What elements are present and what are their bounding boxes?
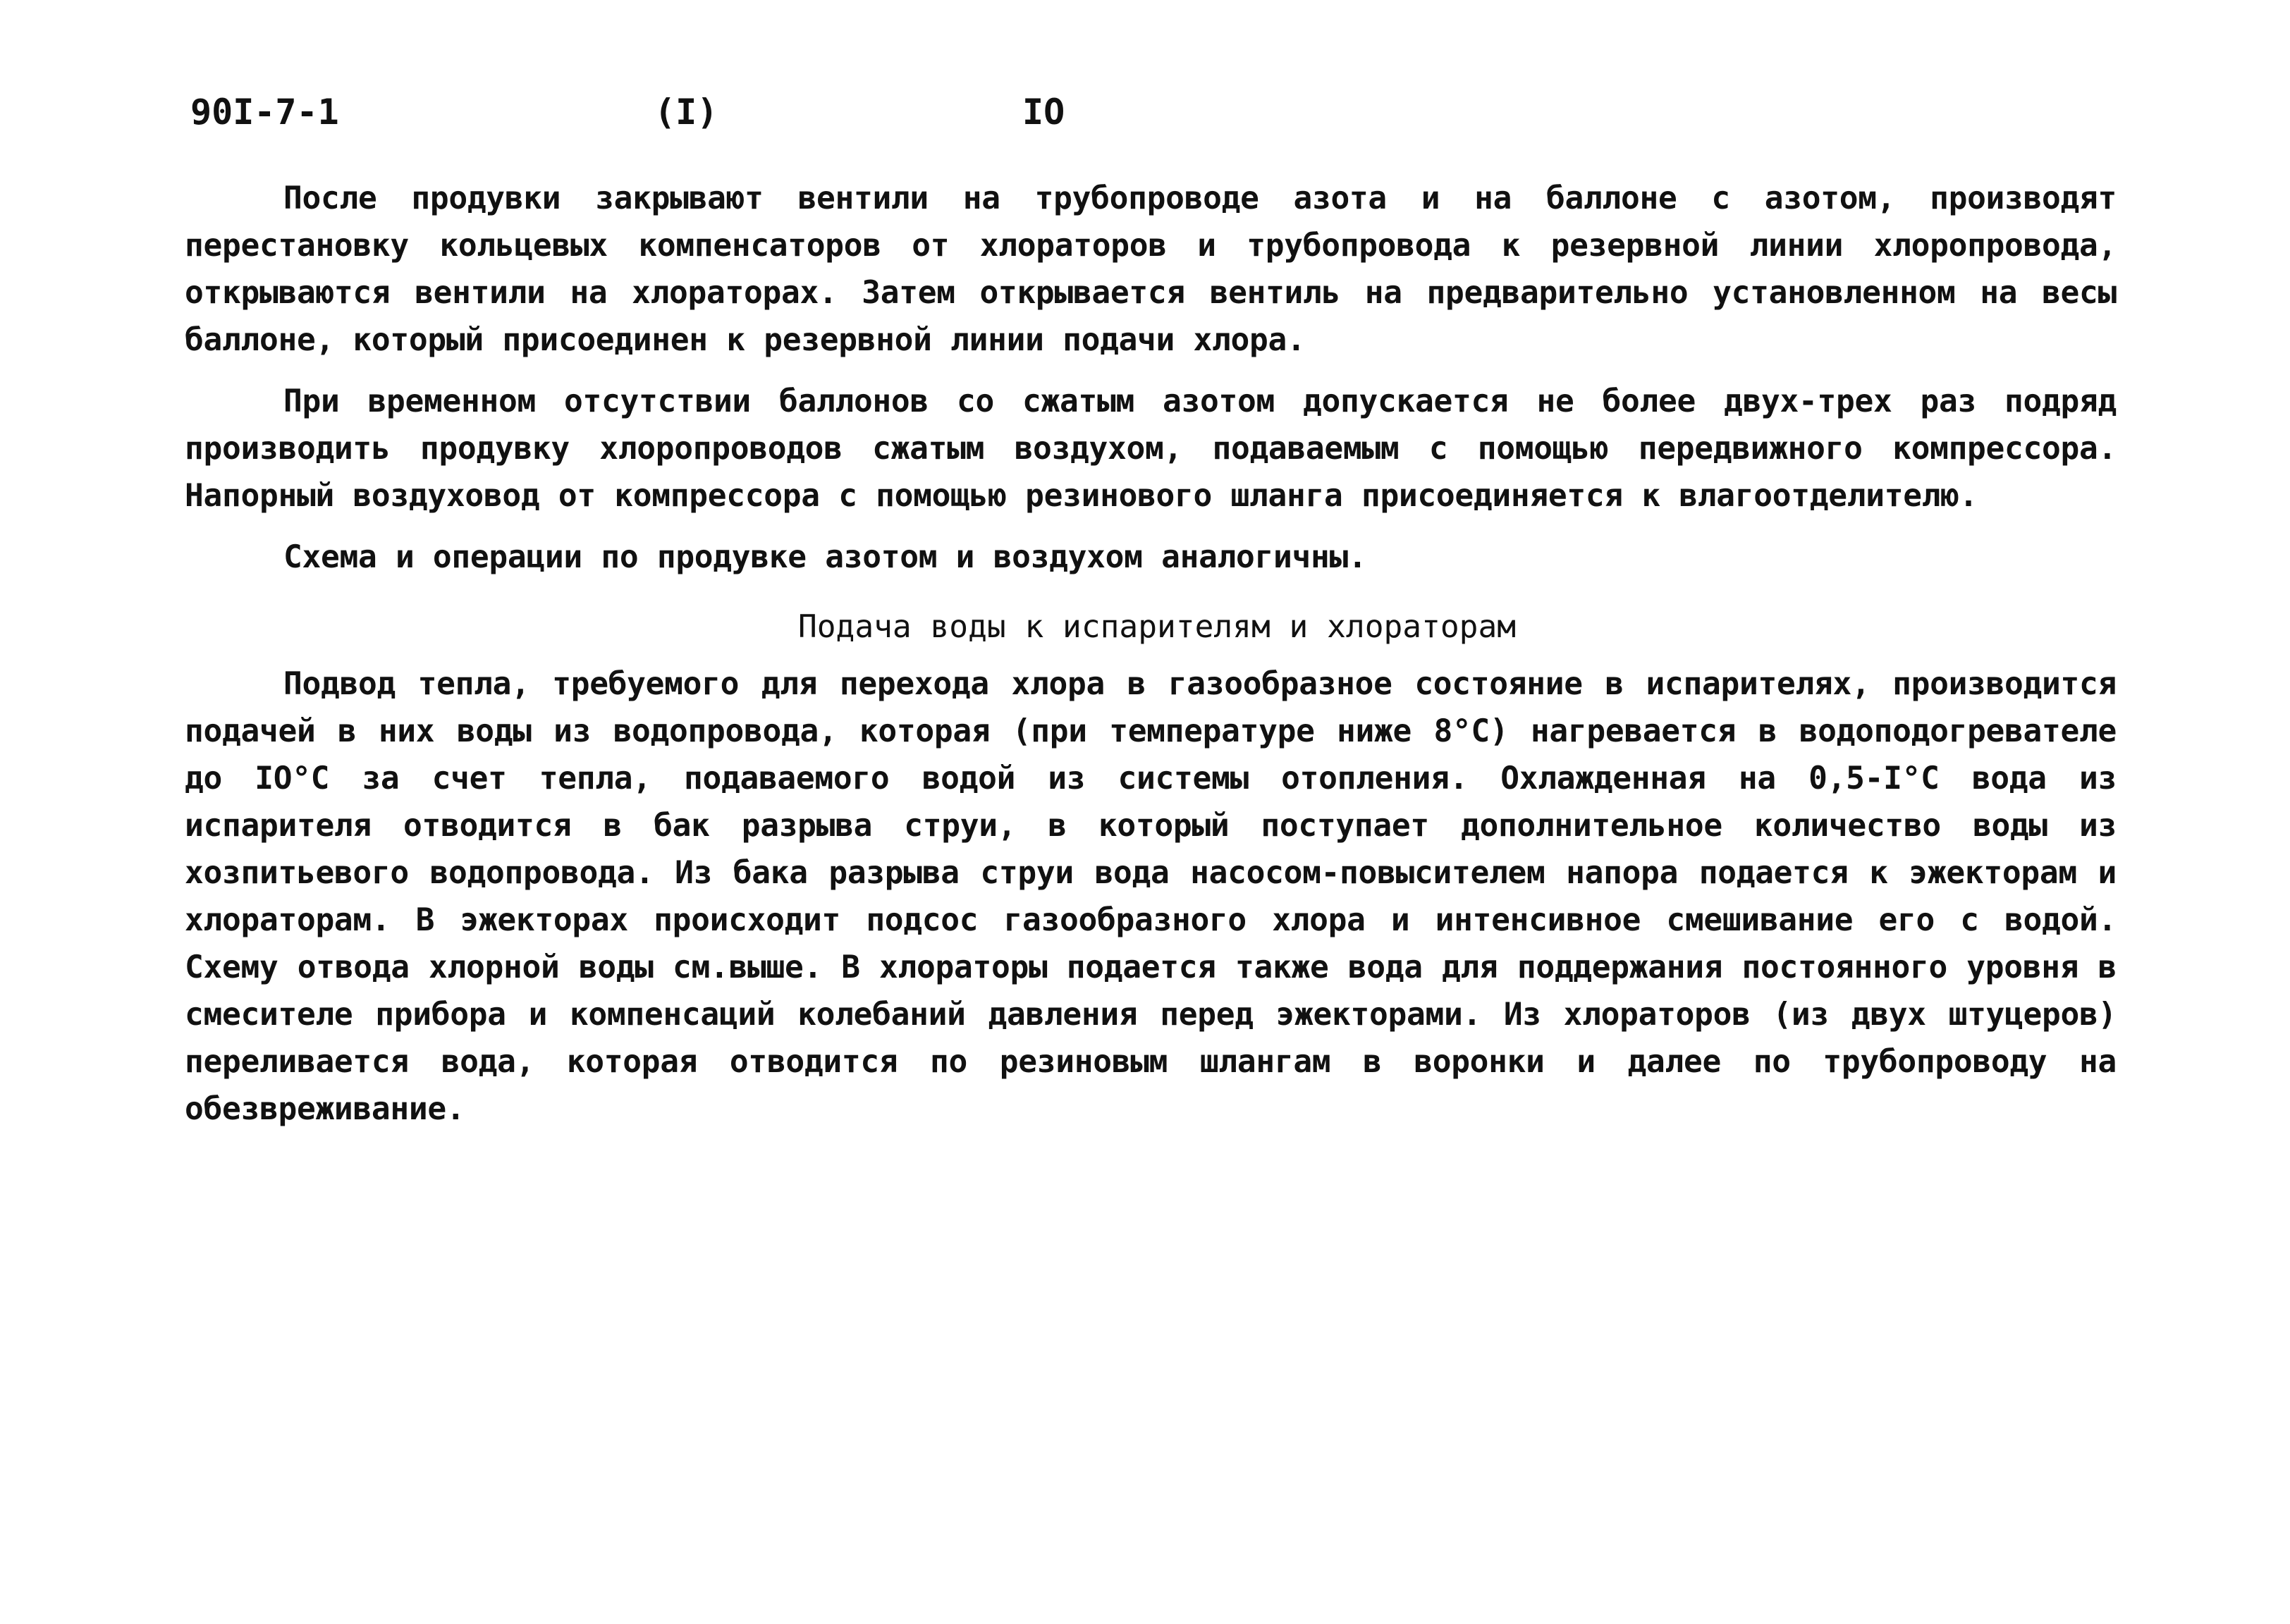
paragraph-air-purge: При временном отсутствии баллонов со сжатым азотом допускается не более двух-трех раз подряд производить продувку хлоропроводов сжатым воздухом, подаваемым с помощью передвижного компрессора. Напорный воздуховод от компрессора с помощью резинового шланга присоединяется к влагоотделителю.: [185, 383, 2117, 514]
page-header: [0, 92, 2290, 148]
paragraph-purge-closing: После продувки закрывают вентили на трубопроводе азота и на баллоне с азотом, производят перестановку кольцевых компенсаторов от хлораторов и трубопровода к резервной линии хлоропровода, открываются вентили на хлораторах. Затем открывается вентиль на предварительно установленном на весы баллоне, который присоединен к резервной линии подачи хлора.: [185, 180, 2117, 358]
document-body: [185, 175, 2117, 1133]
document-code: 90I-7-1: [190, 92, 339, 133]
page-number: IO: [1022, 92, 1065, 133]
paragraph-scheme-note: Схема и операции по продувке азотом и воздухом аналогичны.: [283, 539, 1367, 575]
section-heading: Подача воды к испарителям и хлораторам: [797, 609, 1517, 645]
document-part: (I): [654, 92, 718, 133]
section-body-paragraph: Подвод тепла, требуемого для перехода хлора в газообразное состояние в испарителях, производится подачей в них воды из водопровода, которая (при температуре ниже 8°C) нагревается в водоподогревателе до IO°C за счет тепла, подаваемого водой из системы отопления. Охлажденная на 0,5-I°C вода из испарителя отводится в бак разрыва струи, в который поступает дополнительное количество воды из хозпитьевого водопровода. Из бака разрыва струи вода насосом-повысителем напора подается к эжекторам и хлораторам. В эжекторах происходит подсос газообразного хлора и интенсивное смешивание его с водой. Схему отвода хлорной воды см.выше. В хлораторы подается также вода для поддержания постоянного уровня в смесителе прибора и компенсаций колебаний давления перед эжекторами. Из хлораторов (из двух штуцеров) переливается вода, которая отводится по резиновым шлангам в воронки и далее по трубопроводу на обезвреживание.: [185, 666, 2117, 1127]
